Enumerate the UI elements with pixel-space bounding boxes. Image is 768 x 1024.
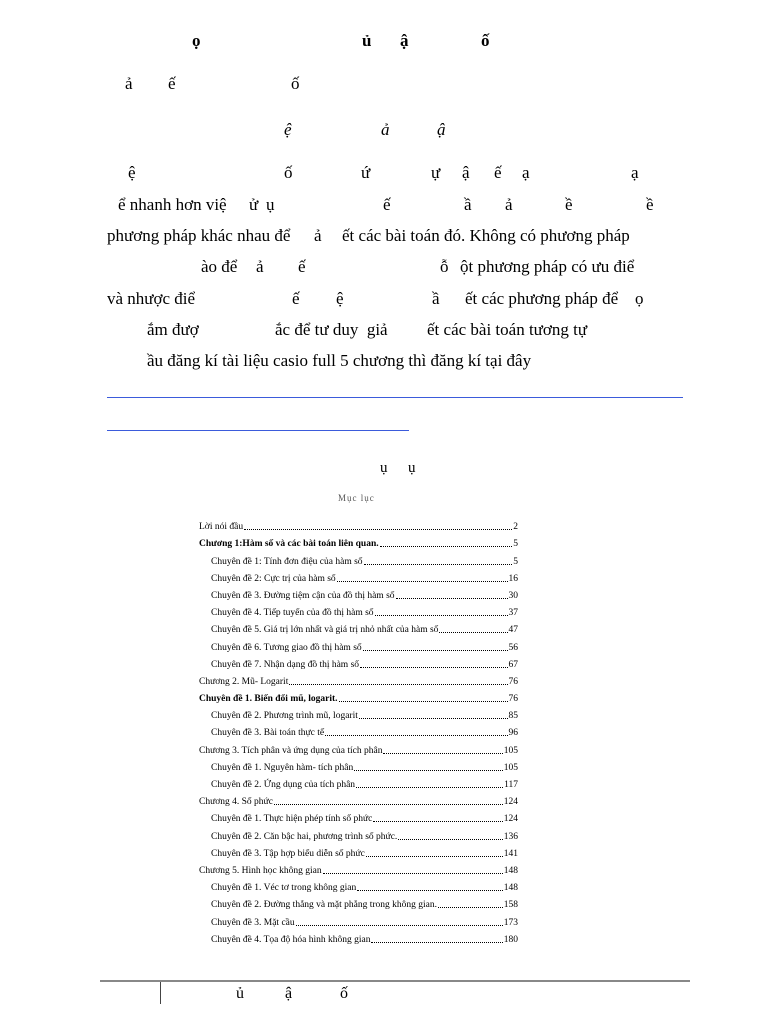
toc-entry-page: 124 [503, 797, 518, 808]
toc-entry-label: Chuyên đề 2: Cực trị của hàm số [211, 573, 336, 584]
toc-dot-leader [396, 598, 508, 599]
toc-entry-label: Chuyên đề 3. Tập hợp biểu diễn số phức [211, 848, 365, 859]
header-fragment: ủ [362, 31, 372, 50]
text-fragment: ả [125, 74, 133, 93]
toc-entry-page: 141 [503, 848, 518, 859]
toc-entry-page: 76 [508, 676, 518, 687]
toc-entry-label: Chuyên đề 5. Giá trị lớn nhất và giá trị nhỏ nhất của hàm số [211, 625, 439, 636]
paragraph-text: ế [383, 195, 391, 214]
toc-dot-leader [439, 632, 507, 633]
toc-entry[interactable] [199, 757, 518, 774]
toc-entry-page: 105 [503, 745, 518, 756]
toc-entry-page: 30 [508, 590, 518, 601]
toc-dot-leader [373, 821, 502, 822]
paragraph-text: phương pháp khác nhau để [107, 226, 291, 245]
toc-entry-page: 124 [503, 814, 518, 825]
toc-entry-page: 85 [508, 711, 518, 722]
footer-fragment: ủ [236, 985, 244, 1002]
toc-dot-leader [354, 770, 503, 771]
toc-dot-leader [359, 718, 508, 719]
toc-entry-label: Chuyên đề 1. Nguyên hàm- tích phân [211, 762, 354, 773]
toc-heading: Mục lục [338, 493, 375, 503]
toc-entry[interactable] [199, 739, 518, 756]
toc-entry-label: Chuyên đề 4. Tiếp tuyến của đồ thị hàm số [211, 608, 374, 619]
toc-dot-leader [360, 667, 507, 668]
toc-entry-page: 47 [508, 625, 518, 636]
footer-fragment: ậ [285, 985, 293, 1002]
toc-entry-page: 180 [503, 934, 518, 945]
text-fragment: ế [494, 163, 502, 182]
toc-entry[interactable] [199, 825, 518, 842]
header-fragment: ố [481, 31, 490, 50]
paragraph-text: ụ [266, 195, 275, 214]
paragraph-text: ệ [336, 289, 344, 308]
toc-dot-leader [438, 907, 503, 908]
toc-dot-leader [244, 529, 512, 530]
toc-dot-leader [380, 546, 513, 547]
toc-entry-page: 16 [508, 573, 518, 584]
toc-entry-page: 117 [504, 780, 518, 790]
toc-entry-label: Chuyên đề 1: Tính đơn điệu của hàm số [211, 556, 363, 567]
toc-entry-page: 105 [503, 762, 518, 773]
toc-dot-leader [383, 753, 502, 754]
paragraph-text: ử [249, 195, 259, 214]
footer-fragment: ố [340, 985, 348, 1002]
toc-dot-leader [364, 564, 513, 565]
toc-entry[interactable] [199, 774, 518, 791]
toc-entry-label: Chương 2. Mũ- Logarit [199, 676, 289, 687]
toc-entry[interactable] [199, 894, 518, 911]
toc-entry-label: Chuyên đề 3. Bài toán thực tế [211, 728, 325, 739]
paragraph-text: ột phương pháp có ưu điể [460, 257, 635, 276]
toc-dot-leader [274, 804, 503, 805]
toc-entry[interactable] [199, 808, 518, 825]
text-fragment: ậ [437, 120, 446, 139]
toc-dot-leader [337, 581, 508, 582]
toc-entry-label: Chuyên đề 4. Tọa độ hóa hình không gian [211, 934, 371, 945]
toc-entry-label: Lời nói đầu [199, 522, 244, 533]
paragraph-text: ả [505, 195, 513, 214]
toc-entry[interactable] [199, 619, 518, 636]
toc-entry-page: 5 [513, 556, 518, 567]
paragraph-text: ào để [201, 257, 238, 276]
header-fragment: ậ [400, 31, 409, 50]
text-fragment: ả [381, 120, 390, 139]
paragraph-text: ả [256, 257, 264, 276]
toc-entry-label: Chuyên đề 2. Căn bậc hai, phương trình số phức. [211, 831, 398, 842]
toc-entry-label: Chuyên đề 7. Nhận dạng đồ thị hàm số [211, 659, 360, 670]
footer-separator [160, 982, 161, 1004]
toc-entry[interactable] [199, 568, 518, 585]
text-fragment: ạ [631, 163, 639, 182]
paragraph-text: ế [298, 257, 306, 276]
toc-title-fragment: ụ [380, 460, 388, 476]
toc-entry-page: 158 [503, 900, 518, 911]
toc-dot-leader [363, 650, 508, 651]
toc-dot-leader [339, 701, 508, 702]
toc-dot-leader [398, 839, 502, 840]
paragraph-text: ết các bài toán tương tự [427, 320, 588, 339]
paragraph-text: ầ [464, 195, 472, 214]
paragraph-text: ề [646, 195, 654, 214]
table-of-contents [199, 516, 518, 946]
paragraph-text: ắm đượ [147, 320, 199, 339]
toc-title-fragment: ụ [408, 460, 416, 476]
paragraph-text: ề [565, 195, 573, 214]
toc-entry-page: 136 [503, 831, 518, 842]
toc-entry[interactable] [199, 722, 518, 739]
toc-entry-label: Chương 5. Hình học không gian [199, 865, 322, 876]
toc-entry-label: Chuyên đề 1. Véc tơ trong không gian [211, 883, 357, 894]
footer-divider [100, 980, 690, 982]
toc-entry[interactable] [199, 705, 518, 722]
toc-entry-page: 56 [508, 642, 518, 653]
paragraph-text: ầ [432, 289, 440, 308]
toc-entry[interactable] [199, 585, 518, 602]
text-fragment: ệ [128, 163, 136, 182]
toc-dot-leader [289, 684, 507, 685]
toc-dot-leader [325, 735, 507, 736]
toc-entry-label: Chuyên đề 2. Ứng dụng của tích phân [211, 780, 356, 790]
paragraph-text: ết các bài toán đó. Không có phương pháp [342, 226, 630, 245]
toc-entry-page: 76 [508, 694, 518, 705]
toc-entry-label: Chương 4. Số phức [199, 797, 273, 808]
toc-entry[interactable] [199, 860, 518, 877]
toc-entry[interactable] [199, 516, 518, 533]
text-fragment: ứ [361, 163, 371, 182]
text-fragment: ạ [522, 163, 530, 182]
toc-dot-leader [356, 787, 503, 788]
toc-entry-label: Chương 1:Hàm số và các bài toán liên quan. [199, 539, 379, 550]
text-fragment: ố [291, 74, 300, 93]
toc-entry-page: 96 [508, 728, 518, 739]
paragraph-text: ỗ [440, 257, 449, 276]
text-fragment: ố [284, 163, 293, 182]
toc-entry[interactable] [199, 550, 518, 567]
header-fragment: ọ [192, 31, 201, 50]
toc-entry-label: Chuyên đề 2. Đường thẳng và mặt phẳng trong không gian. [211, 900, 437, 911]
toc-entry[interactable] [199, 843, 518, 860]
toc-entry[interactable] [199, 636, 518, 653]
text-fragment: ậ [462, 163, 470, 182]
paragraph-text: ể nhanh hơn việ [118, 195, 227, 214]
toc-dot-leader [371, 942, 502, 943]
paragraph-text: ắc để tư duy giả [275, 320, 388, 339]
toc-entry-label: Chuyên đề 1. Thực hiện phép tính số phức [211, 814, 373, 825]
toc-entry[interactable] [199, 929, 518, 946]
toc-entry-label: Chuyên đề 3. Đường tiệm cận của đồ thị hàm số [211, 590, 395, 601]
registration-link-continued[interactable] [107, 430, 409, 431]
toc-entry[interactable] [199, 877, 518, 894]
text-fragment: ệ [284, 120, 292, 139]
registration-note: ầu đăng kí tài liệu casio full 5 chương thì đăng kí tại đây [147, 351, 532, 370]
toc-entry-page: 148 [503, 865, 518, 876]
toc-entry-label: Chương 3. Tích phân và ứng dụng của tích phân [199, 745, 383, 756]
text-fragment: ế [168, 74, 176, 93]
toc-dot-leader [366, 856, 503, 857]
toc-entry[interactable] [199, 791, 518, 808]
toc-entry[interactable] [199, 602, 518, 619]
toc-entry[interactable] [199, 688, 518, 705]
toc-entry-label: Chuyên đề 2. Phương trình mũ, logarit [211, 711, 358, 722]
toc-entry[interactable] [199, 671, 518, 688]
toc-dot-leader [375, 615, 508, 616]
paragraph-text: ả [314, 226, 322, 245]
toc-entry-page: 5 [513, 539, 518, 550]
paragraph-text: ọ [635, 289, 644, 308]
paragraph-text: ế [292, 289, 300, 308]
toc-entry-page: 173 [503, 917, 518, 928]
paragraph-text: và nhược điể [107, 289, 196, 308]
toc-entry-label: Chuyên đề 1. Biến đổi mũ, logarit. [199, 694, 338, 705]
text-fragment: ự [431, 163, 441, 182]
toc-dot-leader [296, 925, 503, 926]
toc-entry-page: 148 [503, 883, 518, 894]
toc-dot-leader [357, 890, 503, 891]
toc-entry-label: Chuyên đề 3. Mặt cầu [211, 917, 295, 928]
toc-entry[interactable] [199, 654, 518, 671]
toc-entry-page: 37 [508, 608, 518, 619]
registration-link[interactable] [107, 397, 683, 398]
toc-dot-leader [323, 873, 503, 874]
paragraph-text: ết các phương pháp để [465, 289, 619, 308]
toc-entry[interactable] [199, 533, 518, 550]
toc-entry-page: 2 [513, 522, 518, 533]
toc-entry-label: Chuyên đề 6. Tương giao đồ thị hàm số [211, 642, 362, 653]
toc-entry[interactable] [199, 911, 518, 928]
toc-entry-page: 67 [508, 659, 518, 670]
